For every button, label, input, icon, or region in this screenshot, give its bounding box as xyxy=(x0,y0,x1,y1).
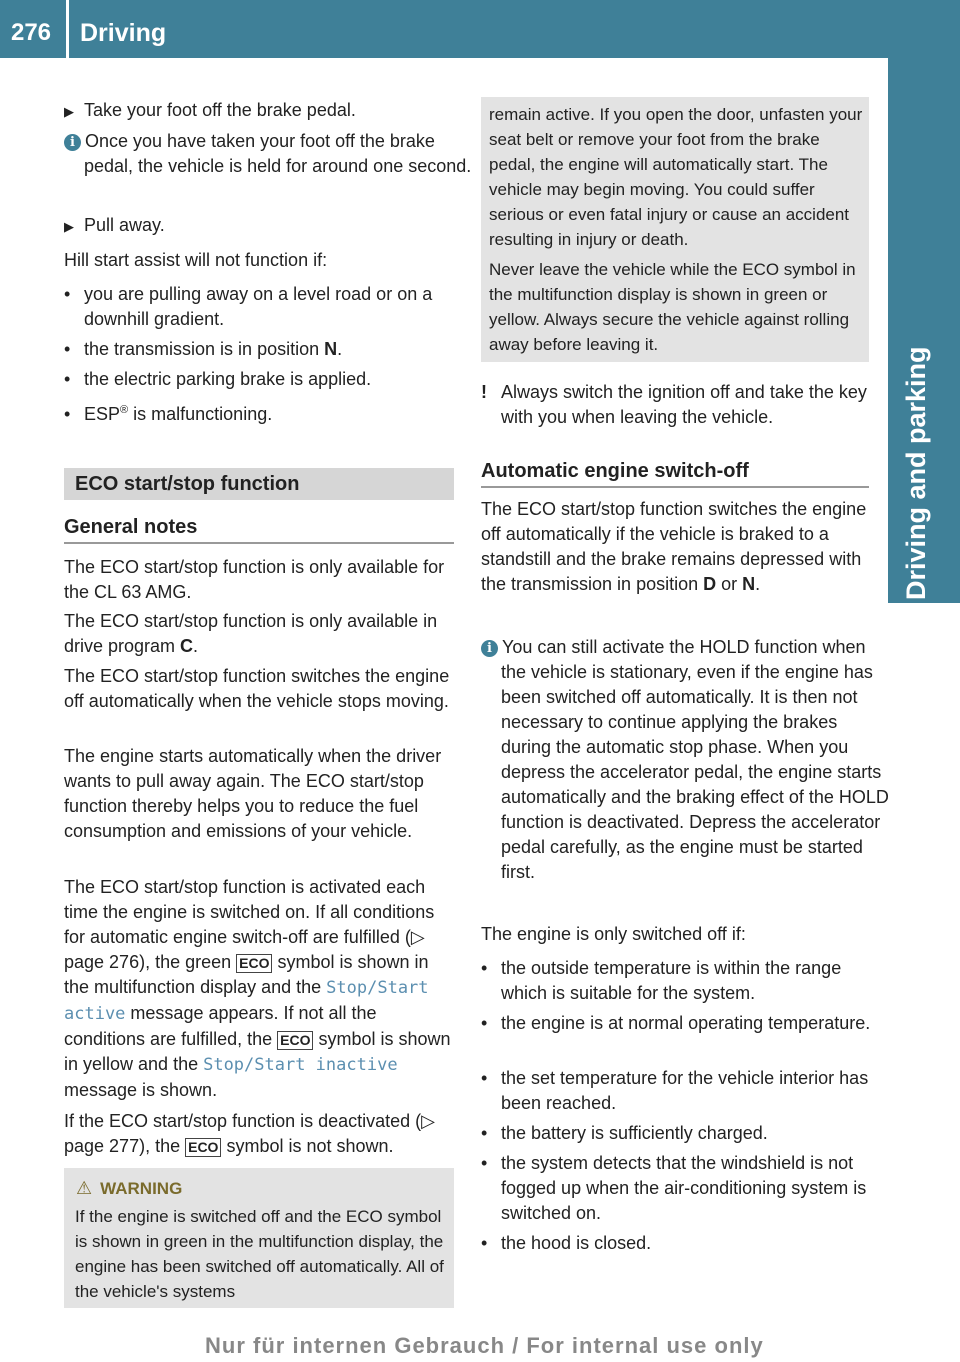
display-message: Stop/Start inactive xyxy=(203,1055,398,1075)
info-icon: i xyxy=(481,640,498,657)
page-reference[interactable]: page 277 xyxy=(64,1136,140,1156)
warning-triangle-icon: ⚠ xyxy=(76,1178,93,1198)
warning-text: If the engine is switched off and the ECO symbol is shown in green in the multifunction display, the engine has been switched off automatically. All of the vehicle's systems xyxy=(75,1207,444,1301)
paragraph: The ECO start/stop function is only available for the CL 63 AMG. xyxy=(64,557,445,602)
info-note-2: i You can still activate the HOLD function when the vehicle is stationary, even if the engine has been switched off automatically. It is then not necessary to continue applying the brakes during the automatic stop phase. When you depress the accelerator pedal, the engine starts automatically and the braking effect of the HOLD function is deactivated. Depress the accelerator pedal carefully, as the engine must be started first. xyxy=(481,635,891,885)
list-item: • the set temperature for the vehicle interior has been reached. xyxy=(481,1068,869,1113)
eco-symbol-icon: ECO xyxy=(236,954,272,973)
list-item: • the battery is sufficiently charged. xyxy=(481,1123,768,1143)
display-message: Stop/Start active xyxy=(64,978,429,1024)
section-title: ECO start/stop function xyxy=(64,468,454,500)
step-pull-away: ▶ Pull away. xyxy=(64,213,476,239)
page-header xyxy=(0,0,960,58)
subsection-title: Automatic engine switch-off xyxy=(481,456,869,488)
list-item: • the hood is closed. xyxy=(481,1233,652,1253)
warning-heading: ⚠ WARNING xyxy=(76,1178,183,1198)
step-arrow-icon: ▶ xyxy=(64,104,74,119)
list-item: • ESP® is malfunctioning. xyxy=(64,404,273,424)
paragraph: The engine starts automatically when the driver wants to pull away again. The ECO start/stop function thereby helps you to reduce the fuel consumption and emissions of your vehicle. xyxy=(64,746,442,841)
page-reference[interactable]: page 276 xyxy=(64,952,140,972)
eco-symbol-icon: ECO xyxy=(185,1138,221,1157)
paragraph: The ECO start/stop function switches the engine off automatically if the vehicle is braked to a standstill and the brake remains depressed with the transmission in position D or N. xyxy=(481,499,867,594)
step-arrow-icon: ▶ xyxy=(64,219,74,234)
warning-text: Never leave the vehicle while the ECO symbol in the multifunction display is shown in green or yellow. Always secure the vehicle against rolling away before leaving it. xyxy=(489,260,856,354)
exclamation-icon: ! xyxy=(481,382,487,402)
paragraph: The ECO start/stop function switches the engine off automatically when the vehicle stops moving. xyxy=(64,666,450,711)
step-take-foot-off: ▶ Take your foot off the brake pedal. xyxy=(64,98,476,124)
list-item: • the outside temperature is within the range which is suitable for the system. xyxy=(481,958,842,1003)
list-item: • the engine is at normal operating temperature. xyxy=(481,1013,871,1033)
list-item: • the system detects that the windshield is not fogged up when the air-conditioning system is switched on. xyxy=(481,1153,867,1223)
warning-text: remain active. If you open the door, unfasten your seat belt or remove your foot from the brake pedal, the engine will automatically start. The vehicle may begin moving. You could suffer serious or even fatal injury or cause an accident resulting in injury or death. xyxy=(489,105,863,249)
hill-intro: Hill start assist will not function if: xyxy=(64,250,328,270)
page-number: 276 xyxy=(10,19,52,46)
caution-note: ! Always switch the ignition off and take the key with you when leaving the vehicle. xyxy=(481,382,867,427)
paragraph: The ECO start/stop function is only available in drive program C. xyxy=(64,611,438,656)
list-item: • the electric parking brake is applied. xyxy=(64,369,372,389)
list-item: • you are pulling away on a level road or on a downhill gradient. xyxy=(64,284,433,329)
info-note-1: i Once you have taken your foot off the brake pedal, the vehicle is held for around one second. xyxy=(64,129,476,179)
warning-box-continued xyxy=(481,97,869,362)
paragraph: If the ECO start/stop function is deactivated (▷ page 277), the ECO symbol is not shown. xyxy=(64,1111,436,1156)
list-item: • the transmission is in position N. xyxy=(64,339,343,359)
warning-box xyxy=(64,1168,454,1308)
side-tab-label: Driving and parking xyxy=(901,346,931,600)
header-divider xyxy=(66,0,69,58)
info-icon: i xyxy=(64,134,81,151)
footer-watermark: Nur für internen Gebrauch / For internal use only xyxy=(205,1333,764,1358)
chapter-title: Driving xyxy=(80,19,167,47)
paragraph: The ECO start/stop function is activated each time the engine is switched on. If all conditions for automatic engine switch-off are fulfilled (▷ page 276), the green ECO symbol is shown in the multifunction display and the Stop/Start active message appears. If not all the conditions are fulfilled, the ECO symbol is shown in yellow and the Stop/Start inactive message is shown. xyxy=(64,877,451,1100)
subsection-title: General notes xyxy=(64,512,454,544)
eco-symbol-icon: ECO xyxy=(277,1031,313,1050)
side-tab xyxy=(888,58,960,603)
paragraph: The engine is only switched off if: xyxy=(481,924,746,944)
